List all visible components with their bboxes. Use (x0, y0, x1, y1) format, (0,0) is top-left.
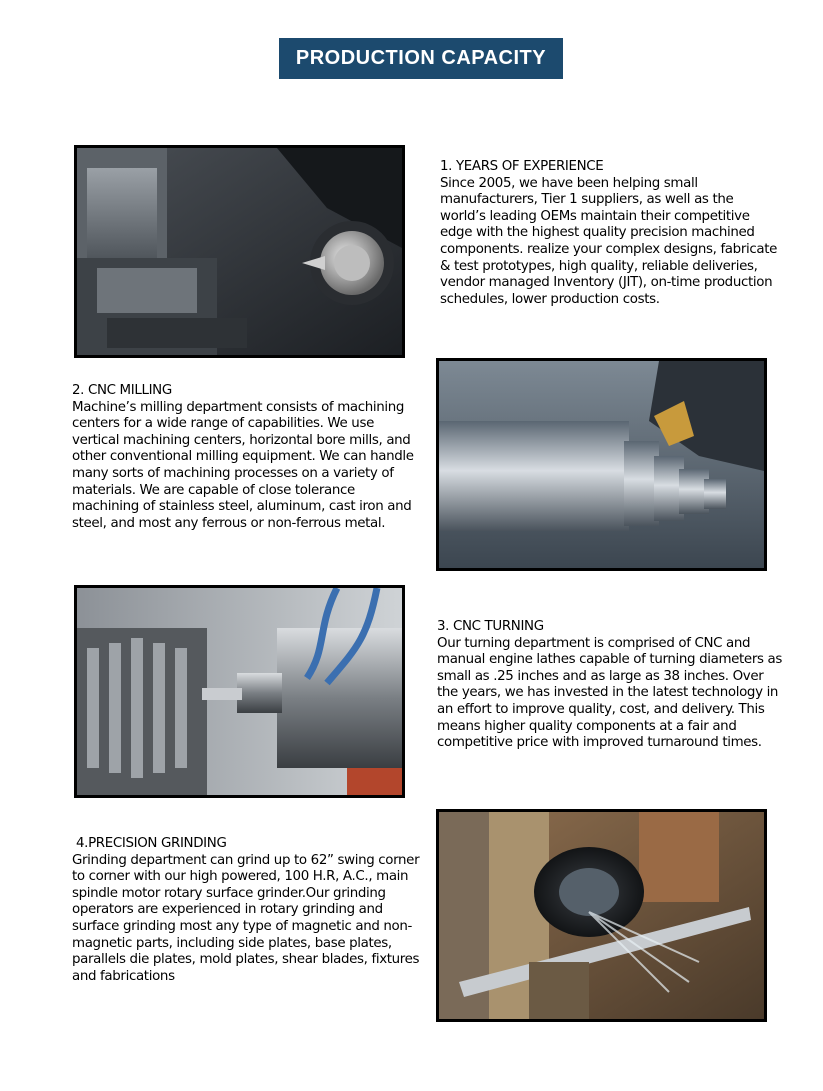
section-heading: 2. CNC MILLING (72, 383, 172, 398)
section-body: Machine’s milling department consists of machining centers for a wide range of capabilities. We use vertical machining centers, horizontal bore mills, and other conventional milling equipment. We can handle many sorts of machining processes on a variety of materials. We are capable of close tolerance machining of stainless steel, aluminum, cast iron and steel, and most any ferrous or non-ferrous metal. (72, 399, 414, 531)
section-precision-grinding (72, 836, 420, 985)
cnc-turning-shaft-photo (436, 358, 767, 571)
cnc-milling-spindle-photo (74, 585, 405, 798)
section-cnc-turning (437, 619, 782, 752)
precision-grinding-photo (436, 809, 767, 1022)
section-years-of-experience (440, 159, 780, 308)
section-body: Our turning department is comprised of CNC and manual engine lathes capable of turning diameters as small as .25 inches and as large as 38 inches. Over the years, we has invested in the latest technology in an effort to improve quality, cost, and delivery. This means higher quality components at a fair and competitive price with improved turnaround times. (437, 635, 782, 751)
section-body: Since 2005, we have been helping small manufacturers, Tier 1 suppliers, as well as the world’s leading OEMs maintain their competitive edge with the highest quality precision machined components. realize your complex designs, fabricate & test prototypes, high quality, reliable deliveries, vendor managed Inventory (JIT), on-time production schedules, lower production costs. (440, 175, 777, 307)
page-title: PRODUCTION CAPACITY (279, 38, 563, 79)
section-heading: 4.PRECISION GRINDING (76, 836, 227, 851)
section-cnc-milling (72, 383, 417, 532)
lathe-tailstock-photo (74, 145, 405, 358)
section-heading: 3. CNC TURNING (437, 619, 544, 634)
section-body: Grinding department can grind up to 62” swing corner to corner with our high powered, 100 H.R, A.C., main spindle motor rotary surface grinder.Our grinding operators are experienced in rotary grinding and surface grinding most any type of magnetic and non-magnetic parts, including side plates, base plates, parallels die plates, mold plates, shear blades, fixtures and fabrications (72, 852, 420, 984)
section-heading: 1. YEARS OF EXPERIENCE (440, 159, 604, 174)
